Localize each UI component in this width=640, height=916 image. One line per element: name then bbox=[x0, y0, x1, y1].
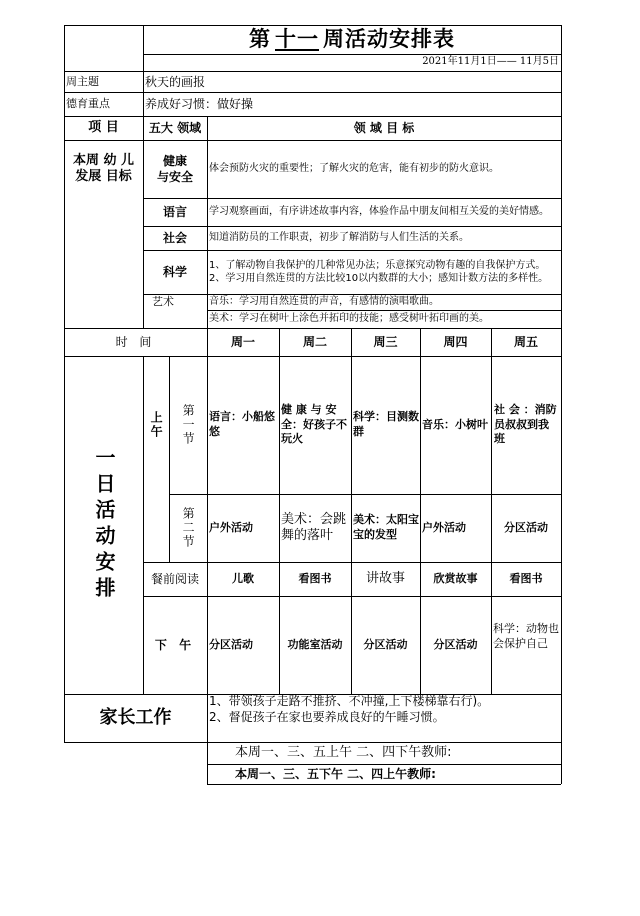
col-item-header: 项 目 bbox=[88, 120, 119, 136]
col-goal-header: 领 域 目 标 bbox=[353, 120, 415, 135]
week-number: 十一 bbox=[275, 27, 319, 52]
domain-science: 科学 bbox=[162, 264, 187, 279]
pm-mon: 分区活动 bbox=[209, 637, 253, 651]
parents-label: 家长工作 bbox=[99, 706, 172, 728]
reading-fri: 看图书 bbox=[509, 571, 543, 585]
reading-label: 餐前阅读 bbox=[150, 571, 199, 586]
teacher-line-2: 本周一、三、五下午 二、四上午教师: bbox=[235, 766, 436, 781]
period-2-label: 第二节 bbox=[181, 507, 196, 549]
day-thu-header: 周四 bbox=[443, 334, 468, 349]
moral-value: 养成好习惯：做好操 bbox=[145, 96, 254, 111]
pm-fri: 科学：动物也会保护自己 bbox=[493, 622, 559, 650]
moral-label: 德育重点 bbox=[66, 96, 110, 110]
parents-text: 1、带领孩子走路不推挤、不冲撞,上下楼梯靠右行)。 2、督促孩子在家也要养成良好的午睡习惯。 bbox=[209, 694, 490, 724]
goal-health: 体会预防火灾的重要性；了解火灾的危害，能有初步的防火意识。 bbox=[209, 163, 499, 175]
title-prefix: 第 bbox=[249, 27, 271, 52]
theme-label: 周主题 bbox=[66, 74, 99, 88]
period-1-label: 第一节 bbox=[181, 404, 196, 446]
reading-tue: 看图书 bbox=[298, 571, 332, 585]
col-domain-header: 五大 领域 bbox=[148, 120, 202, 135]
p1-mon: 语言：小船悠悠 bbox=[209, 410, 275, 438]
weekly-goal-label: 本周 幼 儿 发展 目标 bbox=[72, 152, 135, 184]
day-mon-header: 周一 bbox=[230, 334, 255, 349]
theme-value: 秋天的画报 bbox=[145, 74, 206, 89]
afternoon-label: 下 午 bbox=[154, 637, 196, 652]
day-fri-header: 周五 bbox=[513, 334, 538, 349]
reading-wed: 讲故事 bbox=[365, 571, 405, 587]
domain-social: 社会 bbox=[162, 230, 187, 245]
p2-thu: 户外活动 bbox=[422, 520, 466, 534]
pm-wed: 分区活动 bbox=[363, 637, 408, 651]
goal-social: 知道消防员的工作职责，初步了解消防与人们生活的关系。 bbox=[209, 232, 469, 244]
goal-art-music: 音乐：学习用自然连贯的声音，有感情的演唱歌曲。 bbox=[209, 296, 439, 308]
morning-label: 上午 bbox=[149, 411, 164, 439]
date-range: 2021年11月1日—— 11月5日 bbox=[422, 56, 559, 68]
domain-language: 语言 bbox=[162, 204, 187, 219]
p2-wed: 美术：太阳宝宝的发型 bbox=[353, 513, 419, 541]
day-activity-label: 一日活动安排 bbox=[92, 447, 116, 603]
p1-tue: 健 康 与 安 全：好孩子不玩火 bbox=[281, 402, 347, 446]
time-header: 时 间 bbox=[115, 334, 156, 349]
title-suffix: 周活动安排表 bbox=[323, 27, 455, 52]
reading-thu: 欣赏故事 bbox=[433, 571, 478, 585]
p2-mon: 户外活动 bbox=[209, 520, 253, 534]
p2-tue: 美术：会跳舞的落叶 bbox=[281, 511, 347, 543]
pm-thu: 分区活动 bbox=[433, 637, 478, 651]
p1-fri: 社 会 ：消防员叔叔到我班 bbox=[494, 402, 557, 446]
goal-language: 学习观察画面，有序讲述故事内容，体验作品中朋友间相互关爱的美好情感。 bbox=[209, 206, 549, 218]
domain-art: 艺术 bbox=[152, 294, 174, 308]
teacher-line-1: 本周一、三、五上午 二、四下午教师: bbox=[235, 745, 452, 761]
day-tue-header: 周二 bbox=[302, 334, 327, 349]
page-title bbox=[143, 25, 561, 54]
goal-art-fine-art: 美术：学习在树叶上涂色并拓印的技能；感受树叶拓印画的美。 bbox=[209, 313, 489, 325]
p1-wed: 科学：目测数群 bbox=[353, 410, 419, 438]
p1-thu: 音乐：小树叶 bbox=[422, 417, 488, 431]
day-wed-header: 周三 bbox=[373, 334, 398, 349]
p2-fri: 分区活动 bbox=[504, 520, 548, 534]
goal-science: 1、了解动物自我保护的几种常见办法；乐意探究动物有趣的自我保护方式。 2、学习用自然连贯的方法比较10以内数群的大小；感知计数方法的多样性。 bbox=[209, 260, 549, 284]
reading-mon: 儿歌 bbox=[232, 571, 254, 585]
domain-health: 健康 与安全 bbox=[157, 153, 194, 184]
pm-tue: 功能室活动 bbox=[287, 637, 343, 651]
